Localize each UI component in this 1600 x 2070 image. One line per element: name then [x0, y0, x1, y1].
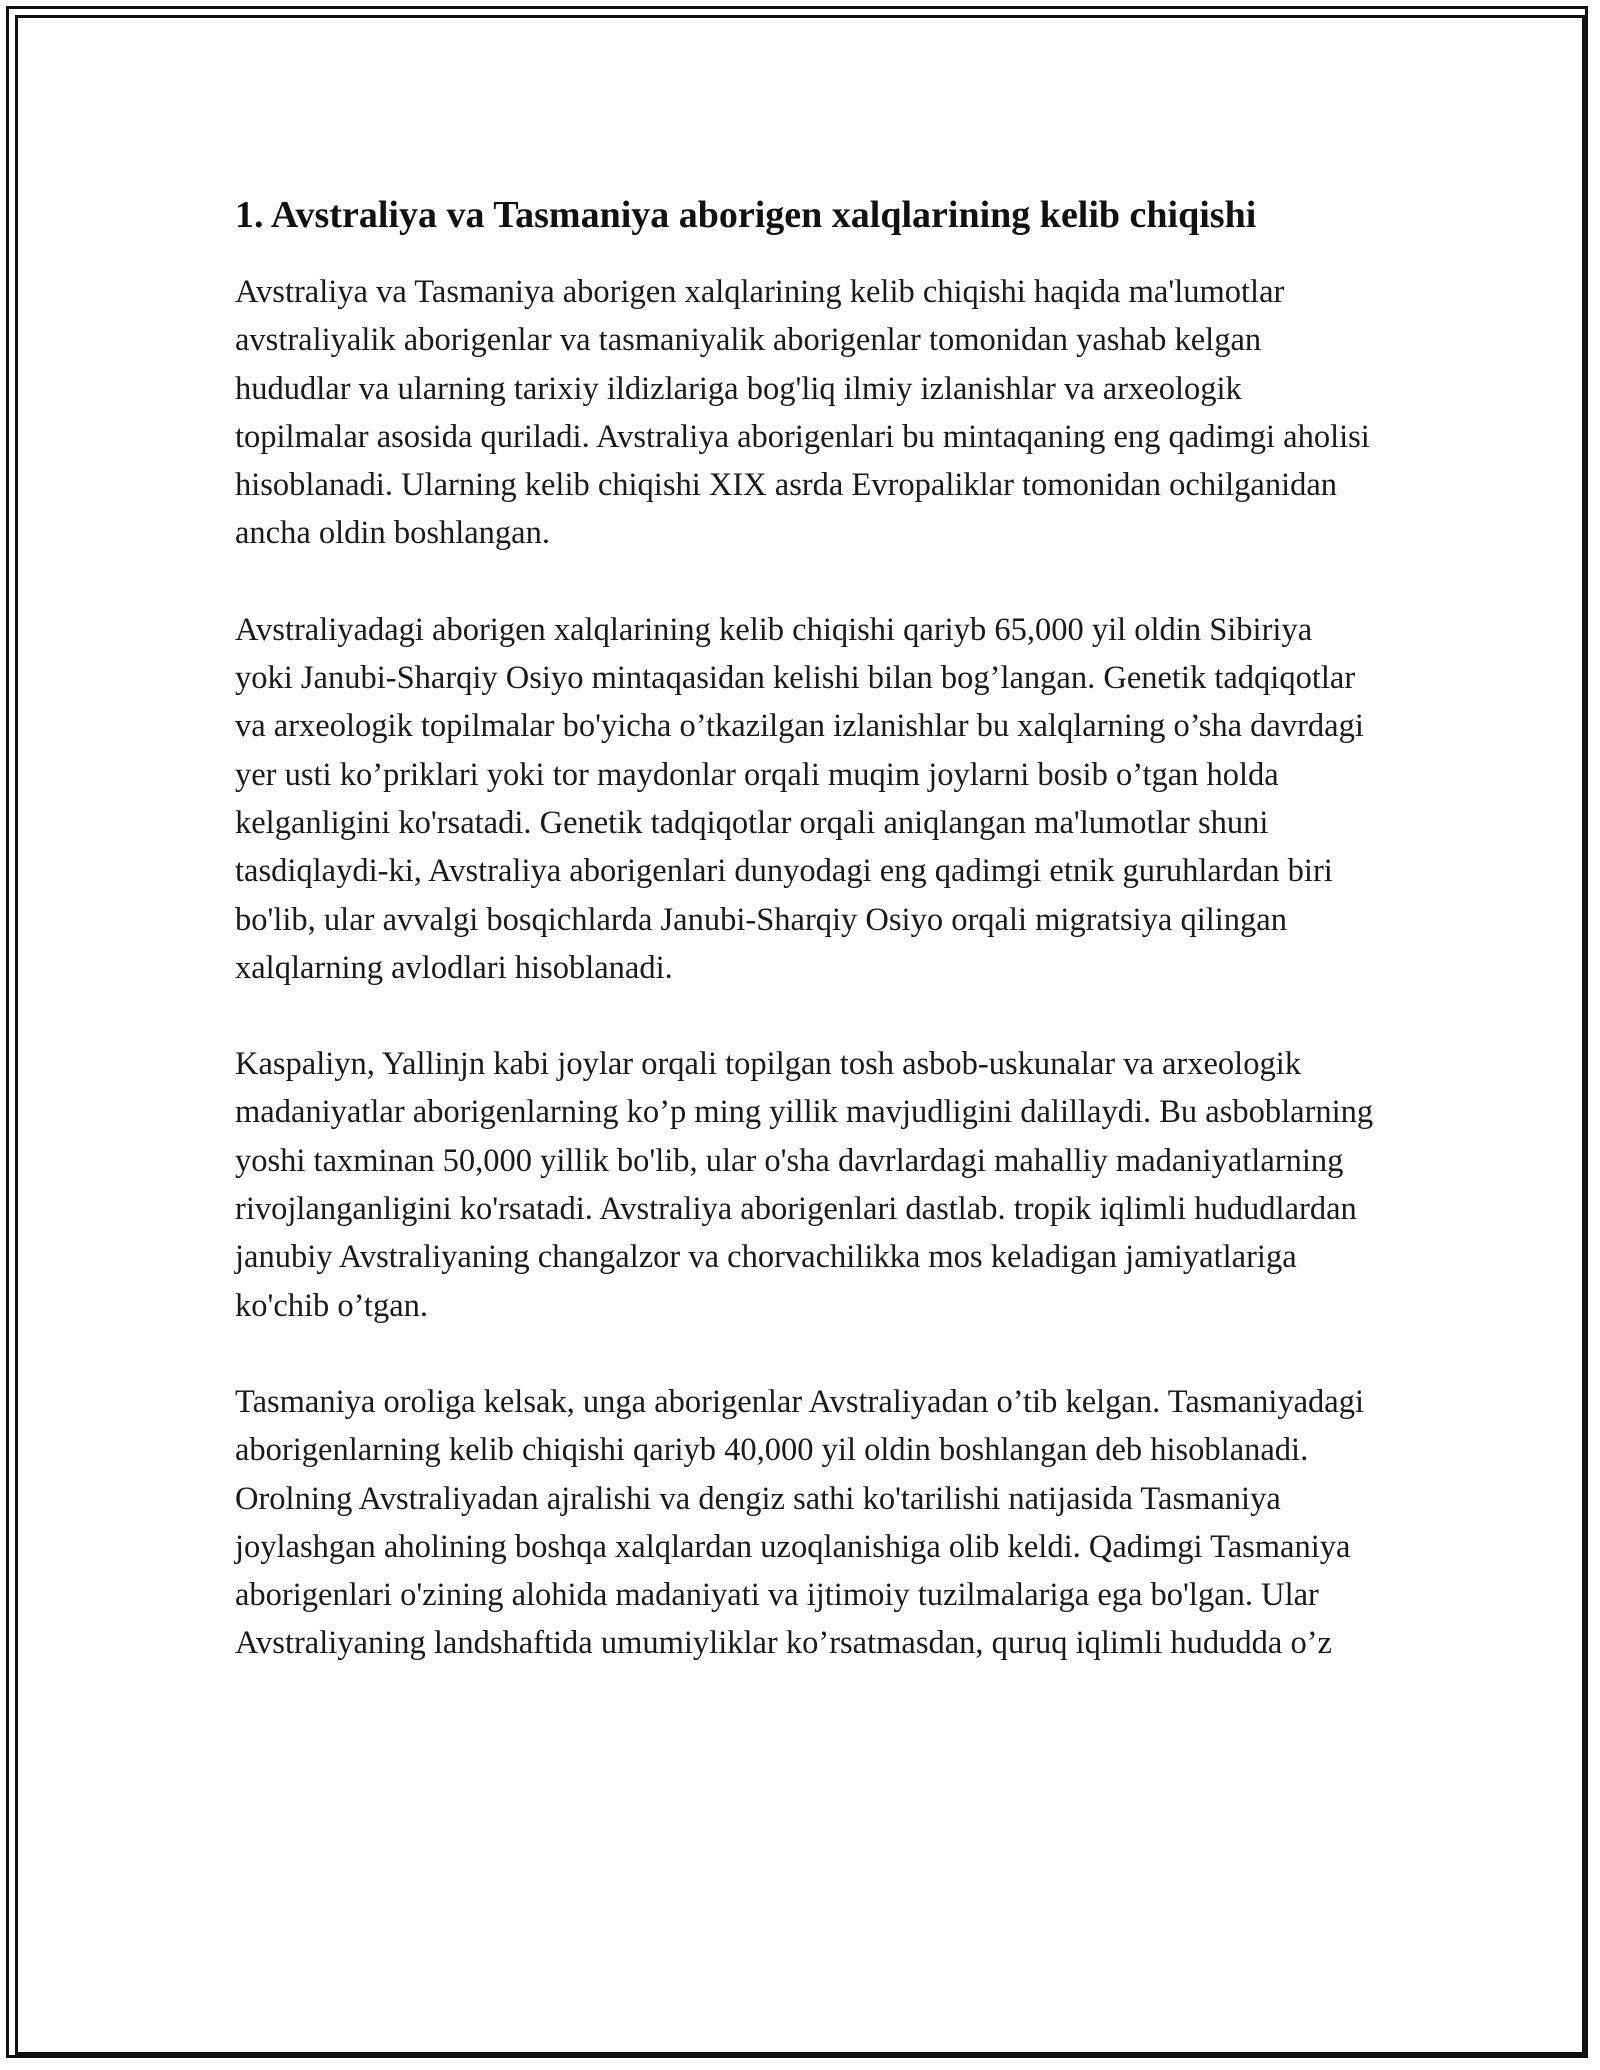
paragraph-4: Tasmaniya oroliga kelsak, unga aborigenlar Avstraliyadan o’tib kelgan. Tasmaniyadagi aborigenlarning kelib chiqishi qariyb 40,000 yil oldin boshlangan deb hisoblanadi. Orolning Avstraliyadan ajralishi va dengiz sathi ko'tarilishi natijasida Tasmaniya joylashgan aholining boshqa xalqlardan uzoqlanishiga olib keldi. Qadimgi Tasmaniya aborigenlari o'zining alohida madaniyati va ijtimoiy tuzilmalariga ega bo'lgan. Ular Avstraliyaning landshaftida umumiyliklar ko’rsatmasdan, quruq iqlimli hududda o’z	[235, 1383, 1365, 1662]
document-body	[235, 188, 1375, 1716]
section-heading: 1. Avstraliya va Tasmaniya aborigen xalqlarining kelib chiqishi	[235, 194, 1257, 236]
paragraph-3: Kaspaliyn, Yallinjn kabi joylar orqali topilgan tosh asbob-uskunalar va arxeologik madaniyatlar aborigenlarning ko’p ming yillik mavjudligini dalillaydi. Bu asboblarning yoshi taxminan 50,000 yillik bo'lib, ular o'sha davrlardagi mahalliy madaniyatlarning rivojlanganligini ko'rsatadi. Avstraliya aborigenlari dastlab. tropik iqlimli hududlardan janubiy Avstraliyaning changalzor va chorvachilikka mos keladigan jamiyatlariga ko'chib o’tgan.	[235, 1046, 1374, 1324]
paragraph-2: Avstraliyadagi aborigen xalqlarining kelib chiqishi qariyb 65,000 yil oldin Sibiriya yoki Janubi-Sharqiy Osiyo mintaqasidan kelishi bilan bog’langan. Genetik tadqiqotlar va arxeologik topilmalar bo'yicha o’tkazilgan izlanishlar bu xalqlarning o’sha davrdagi yer usti ko’priklari yoki tor maydonlar orqali muqim joylarni bosib o’tgan holda kelganligini ko'rsatadi. Genetik tadqiqotlar orqali aniqlangan ma'lumotlar shuni tasdiqlaydi-ki, Avstraliya aborigenlari dunyodagi eng qadimgi etnik guruhlardan biri bo'lib, ular avvalgi bosqichlarda Janubi-Sharqiy Osiyo orqali migratsiya qilingan xalqlarning avlodlari hisoblanadi.	[235, 611, 1364, 986]
paragraph-1: Avstraliya va Tasmaniya aborigen xalqlarining kelib chiqishi haqida ma'lumotlar avstraliyalik aborigenlar va tasmaniyalik aborigenlar tomonidan yashab kelgan hududlar va ularning tarixiy ildizlariga bog'liq ilmiy izlanishlar va arxeologik topilmalar asosida quriladi. Avstraliya aborigenlari bu mintaqaning eng qadimgi aholisi hisoblanadi. Ularning kelib chiqishi XIX asrda Evropaliklar tomonidan ochilganidan ancha oldin boshlangan.	[235, 274, 1370, 552]
